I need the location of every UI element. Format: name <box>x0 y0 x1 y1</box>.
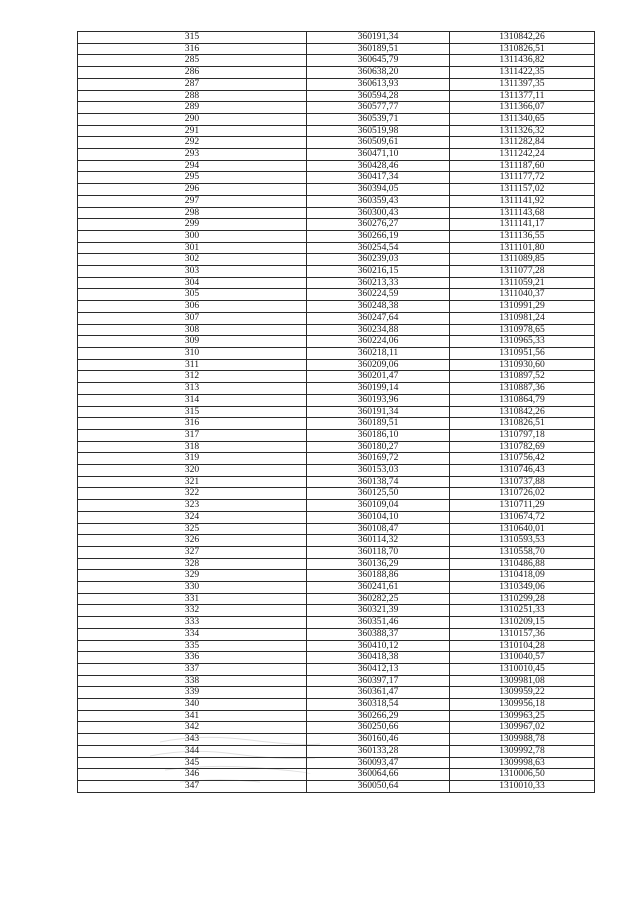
table-row <box>78 67 595 79</box>
x-coordinate-cell: 360104,10 <box>307 511 450 523</box>
y-coordinate-cell: 1309963,25 <box>450 710 595 722</box>
point-number-cell: 298 <box>78 207 307 219</box>
y-coordinate-cell: 1309998,63 <box>450 757 595 769</box>
y-coordinate-cell: 1311040,37 <box>450 289 595 301</box>
x-coordinate-cell: 360138,74 <box>307 476 450 488</box>
table-row <box>78 383 595 395</box>
x-coordinate-cell: 360539,71 <box>307 113 450 125</box>
table-row <box>78 757 595 769</box>
y-coordinate-cell: 1310826,51 <box>450 43 595 55</box>
table-row <box>78 55 595 67</box>
point-number-cell: 343 <box>78 734 307 746</box>
x-coordinate-cell: 360191,34 <box>307 406 450 418</box>
point-number-cell: 333 <box>78 617 307 629</box>
table-row <box>78 687 595 699</box>
table-row <box>78 359 595 371</box>
y-coordinate-cell: 1309959,22 <box>450 687 595 699</box>
table-row <box>78 617 595 629</box>
point-number-cell: 294 <box>78 160 307 172</box>
point-number-cell: 334 <box>78 628 307 640</box>
y-coordinate-cell: 1311187,60 <box>450 160 595 172</box>
point-number-cell: 318 <box>78 441 307 453</box>
point-number-cell: 338 <box>78 675 307 687</box>
point-number-cell: 296 <box>78 184 307 196</box>
y-coordinate-cell: 1309956,18 <box>450 699 595 711</box>
table-row <box>78 523 595 535</box>
y-coordinate-cell: 1311436,82 <box>450 55 595 67</box>
point-number-cell: 327 <box>78 546 307 558</box>
table-row <box>78 722 595 734</box>
table-row <box>78 301 595 313</box>
y-coordinate-cell: 1310737,88 <box>450 476 595 488</box>
x-coordinate-cell: 360397,17 <box>307 675 450 687</box>
y-coordinate-cell: 1310746,43 <box>450 465 595 477</box>
point-number-cell: 310 <box>78 347 307 359</box>
y-coordinate-cell: 1309981,08 <box>450 675 595 687</box>
y-coordinate-cell: 1310209,15 <box>450 617 595 629</box>
x-coordinate-cell: 360321,39 <box>307 605 450 617</box>
table-row <box>78 149 595 161</box>
y-coordinate-cell: 1310349,06 <box>450 582 595 594</box>
point-number-cell: 291 <box>78 125 307 137</box>
y-coordinate-cell: 1310040,57 <box>450 652 595 664</box>
table-row <box>78 172 595 184</box>
x-coordinate-cell: 360359,43 <box>307 195 450 207</box>
point-number-cell: 293 <box>78 149 307 161</box>
y-coordinate-cell: 1311059,21 <box>450 277 595 289</box>
x-coordinate-cell: 360276,27 <box>307 219 450 231</box>
x-coordinate-cell: 360218,11 <box>307 347 450 359</box>
table-row <box>78 78 595 90</box>
x-coordinate-cell: 360189,51 <box>307 418 450 430</box>
y-coordinate-cell: 1310006,50 <box>450 769 595 781</box>
point-number-cell: 346 <box>78 769 307 781</box>
y-coordinate-cell: 1310418,09 <box>450 570 595 582</box>
table-row <box>78 769 595 781</box>
x-coordinate-cell: 360509,61 <box>307 137 450 149</box>
point-number-cell: 306 <box>78 301 307 313</box>
point-number-cell: 339 <box>78 687 307 699</box>
table-row <box>78 734 595 746</box>
x-coordinate-cell: 360282,25 <box>307 593 450 605</box>
x-coordinate-cell: 360093,47 <box>307 757 450 769</box>
x-coordinate-cell: 360613,93 <box>307 78 450 90</box>
x-coordinate-cell: 360188,86 <box>307 570 450 582</box>
table-row <box>78 500 595 512</box>
table-row <box>78 558 595 570</box>
table-row <box>78 371 595 383</box>
y-coordinate-cell: 1311366,07 <box>450 102 595 114</box>
point-number-cell: 295 <box>78 172 307 184</box>
y-coordinate-cell: 1310640,01 <box>450 523 595 535</box>
x-coordinate-cell: 360248,38 <box>307 301 450 313</box>
point-number-cell: 322 <box>78 488 307 500</box>
point-number-cell: 337 <box>78 663 307 675</box>
point-number-cell: 325 <box>78 523 307 535</box>
x-coordinate-cell: 360577,77 <box>307 102 450 114</box>
y-coordinate-cell: 1310826,51 <box>450 418 595 430</box>
x-coordinate-cell: 360136,29 <box>307 558 450 570</box>
x-coordinate-cell: 360213,33 <box>307 277 450 289</box>
x-coordinate-cell: 360160,46 <box>307 734 450 746</box>
x-coordinate-cell: 360645,79 <box>307 55 450 67</box>
table-row <box>78 628 595 640</box>
point-number-cell: 316 <box>78 43 307 55</box>
x-coordinate-cell: 360050,64 <box>307 781 450 793</box>
point-number-cell: 290 <box>78 113 307 125</box>
y-coordinate-cell: 1311340,65 <box>450 113 595 125</box>
y-coordinate-cell: 1310842,26 <box>450 406 595 418</box>
x-coordinate-cell: 360224,06 <box>307 336 450 348</box>
y-coordinate-cell: 1310010,33 <box>450 781 595 793</box>
table-row <box>78 640 595 652</box>
y-coordinate-cell: 1311141,17 <box>450 219 595 231</box>
table-row <box>78 663 595 675</box>
point-number-cell: 328 <box>78 558 307 570</box>
y-coordinate-cell: 1310756,42 <box>450 453 595 465</box>
x-coordinate-cell: 360189,51 <box>307 43 450 55</box>
x-coordinate-cell: 360118,70 <box>307 546 450 558</box>
point-number-cell: 285 <box>78 55 307 67</box>
table-row <box>78 219 595 231</box>
x-coordinate-cell: 360114,32 <box>307 535 450 547</box>
table-row <box>78 125 595 137</box>
point-number-cell: 324 <box>78 511 307 523</box>
x-coordinate-cell: 360388,37 <box>307 628 450 640</box>
x-coordinate-cell: 360239,03 <box>307 254 450 266</box>
point-number-cell: 347 <box>78 781 307 793</box>
y-coordinate-cell: 1310010,45 <box>450 663 595 675</box>
x-coordinate-cell: 360241,61 <box>307 582 450 594</box>
point-number-cell: 287 <box>78 78 307 90</box>
table-row <box>78 745 595 757</box>
y-coordinate-cell: 1311397,35 <box>450 78 595 90</box>
point-number-cell: 304 <box>78 277 307 289</box>
table-row <box>78 781 595 793</box>
y-coordinate-cell: 1310299,28 <box>450 593 595 605</box>
table-row <box>78 476 595 488</box>
y-coordinate-cell: 1311282,84 <box>450 137 595 149</box>
table-row <box>78 113 595 125</box>
y-coordinate-cell: 1310251,33 <box>450 605 595 617</box>
y-coordinate-cell: 1310887,36 <box>450 383 595 395</box>
y-coordinate-cell: 1311089,85 <box>450 254 595 266</box>
y-coordinate-cell: 1309988,78 <box>450 734 595 746</box>
table-row <box>78 184 595 196</box>
point-number-cell: 312 <box>78 371 307 383</box>
table-row <box>78 429 595 441</box>
y-coordinate-cell: 1309992,78 <box>450 745 595 757</box>
y-coordinate-cell: 1311141,92 <box>450 195 595 207</box>
x-coordinate-cell: 360216,15 <box>307 266 450 278</box>
point-number-cell: 316 <box>78 418 307 430</box>
y-coordinate-cell: 1311136,55 <box>450 230 595 242</box>
table-row <box>78 90 595 102</box>
x-coordinate-cell: 360300,43 <box>307 207 450 219</box>
table-row <box>78 254 595 266</box>
y-coordinate-cell: 1310726,02 <box>450 488 595 500</box>
x-coordinate-cell: 360594,28 <box>307 90 450 102</box>
y-coordinate-cell: 1310711,29 <box>450 500 595 512</box>
point-number-cell: 313 <box>78 383 307 395</box>
table-row <box>78 605 595 617</box>
x-coordinate-cell: 360108,47 <box>307 523 450 535</box>
table-row <box>78 418 595 430</box>
x-coordinate-cell: 360638,20 <box>307 67 450 79</box>
table-row <box>78 453 595 465</box>
x-coordinate-cell: 360410,12 <box>307 640 450 652</box>
table-row <box>78 710 595 722</box>
point-number-cell: 336 <box>78 652 307 664</box>
y-coordinate-cell: 1311143,68 <box>450 207 595 219</box>
table-row <box>78 324 595 336</box>
point-number-cell: 317 <box>78 429 307 441</box>
point-number-cell: 288 <box>78 90 307 102</box>
y-coordinate-cell: 1310842,26 <box>450 32 595 44</box>
point-number-cell: 331 <box>78 593 307 605</box>
y-coordinate-cell: 1310593,53 <box>450 535 595 547</box>
point-number-cell: 315 <box>78 406 307 418</box>
x-coordinate-cell: 360266,29 <box>307 710 450 722</box>
y-coordinate-cell: 1311326,32 <box>450 125 595 137</box>
table-row <box>78 160 595 172</box>
table-row <box>78 441 595 453</box>
point-number-cell: 297 <box>78 195 307 207</box>
point-number-cell: 286 <box>78 67 307 79</box>
y-coordinate-cell: 1310486,88 <box>450 558 595 570</box>
table-row <box>78 230 595 242</box>
point-number-cell: 340 <box>78 699 307 711</box>
x-coordinate-cell: 360418,38 <box>307 652 450 664</box>
point-number-cell: 323 <box>78 500 307 512</box>
point-number-cell: 299 <box>78 219 307 231</box>
x-coordinate-cell: 360234,88 <box>307 324 450 336</box>
y-coordinate-cell: 1311157,02 <box>450 184 595 196</box>
x-coordinate-cell: 360193,96 <box>307 394 450 406</box>
table-row <box>78 582 595 594</box>
x-coordinate-cell: 360133,28 <box>307 745 450 757</box>
point-number-cell: 326 <box>78 535 307 547</box>
x-coordinate-cell: 360519,98 <box>307 125 450 137</box>
y-coordinate-cell: 1311101,80 <box>450 242 595 254</box>
table-row <box>78 43 595 55</box>
y-coordinate-cell: 1310991,29 <box>450 301 595 313</box>
point-number-cell: 311 <box>78 359 307 371</box>
point-number-cell: 308 <box>78 324 307 336</box>
x-coordinate-cell: 360199,14 <box>307 383 450 395</box>
x-coordinate-cell: 360209,06 <box>307 359 450 371</box>
x-coordinate-cell: 360125,50 <box>307 488 450 500</box>
y-coordinate-cell: 1310897,52 <box>450 371 595 383</box>
y-coordinate-cell: 1310951,56 <box>450 347 595 359</box>
x-coordinate-cell: 360361,47 <box>307 687 450 699</box>
x-coordinate-cell: 360191,34 <box>307 32 450 44</box>
y-coordinate-cell: 1311377,11 <box>450 90 595 102</box>
point-number-cell: 315 <box>78 32 307 44</box>
point-number-cell: 329 <box>78 570 307 582</box>
table-row <box>78 195 595 207</box>
point-number-cell: 301 <box>78 242 307 254</box>
table-row <box>78 699 595 711</box>
point-number-cell: 320 <box>78 465 307 477</box>
x-coordinate-cell: 360412,13 <box>307 663 450 675</box>
table-row <box>78 266 595 278</box>
point-number-cell: 309 <box>78 336 307 348</box>
table-row <box>78 465 595 477</box>
x-coordinate-cell: 360180,27 <box>307 441 450 453</box>
table-row <box>78 652 595 664</box>
point-number-cell: 321 <box>78 476 307 488</box>
y-coordinate-cell: 1311177,72 <box>450 172 595 184</box>
table-row <box>78 207 595 219</box>
y-coordinate-cell: 1310965,33 <box>450 336 595 348</box>
x-coordinate-cell: 360266,19 <box>307 230 450 242</box>
point-number-cell: 332 <box>78 605 307 617</box>
x-coordinate-cell: 360417,34 <box>307 172 450 184</box>
table-row <box>78 347 595 359</box>
point-number-cell: 292 <box>78 137 307 149</box>
y-coordinate-cell: 1310978,65 <box>450 324 595 336</box>
table-row <box>78 137 595 149</box>
y-coordinate-cell: 1310981,24 <box>450 312 595 324</box>
point-number-cell: 319 <box>78 453 307 465</box>
y-coordinate-cell: 1309967,02 <box>450 722 595 734</box>
table-row <box>78 488 595 500</box>
x-coordinate-cell: 360169,72 <box>307 453 450 465</box>
y-coordinate-cell: 1310104,28 <box>450 640 595 652</box>
table-row <box>78 675 595 687</box>
x-coordinate-cell: 360064,66 <box>307 769 450 781</box>
point-number-cell: 303 <box>78 266 307 278</box>
table-row <box>78 312 595 324</box>
x-coordinate-cell: 360250,66 <box>307 722 450 734</box>
table-row <box>78 570 595 582</box>
x-coordinate-cell: 360351,46 <box>307 617 450 629</box>
point-number-cell: 289 <box>78 102 307 114</box>
point-number-cell: 300 <box>78 230 307 242</box>
x-coordinate-cell: 360394,05 <box>307 184 450 196</box>
y-coordinate-cell: 1310558,70 <box>450 546 595 558</box>
y-coordinate-cell: 1311077,28 <box>450 266 595 278</box>
point-number-cell: 307 <box>78 312 307 324</box>
x-coordinate-cell: 360318,54 <box>307 699 450 711</box>
x-coordinate-cell: 360428,46 <box>307 160 450 172</box>
point-number-cell: 314 <box>78 394 307 406</box>
table-row <box>78 277 595 289</box>
x-coordinate-cell: 360471,10 <box>307 149 450 161</box>
y-coordinate-cell: 1310930,60 <box>450 359 595 371</box>
point-number-cell: 344 <box>78 745 307 757</box>
y-coordinate-cell: 1310674,72 <box>450 511 595 523</box>
y-coordinate-cell: 1310864,79 <box>450 394 595 406</box>
x-coordinate-cell: 360153,03 <box>307 465 450 477</box>
point-number-cell: 342 <box>78 722 307 734</box>
table-row <box>78 102 595 114</box>
table-row <box>78 394 595 406</box>
table-row <box>78 511 595 523</box>
point-number-cell: 302 <box>78 254 307 266</box>
y-coordinate-cell: 1310157,36 <box>450 628 595 640</box>
x-coordinate-cell: 360247,64 <box>307 312 450 324</box>
y-coordinate-cell: 1310797,18 <box>450 429 595 441</box>
y-coordinate-cell: 1311242,24 <box>450 149 595 161</box>
table-row <box>78 32 595 44</box>
point-number-cell: 345 <box>78 757 307 769</box>
point-number-cell: 330 <box>78 582 307 594</box>
x-coordinate-cell: 360109,04 <box>307 500 450 512</box>
table-row <box>78 336 595 348</box>
table-row <box>78 406 595 418</box>
x-coordinate-cell: 360254,54 <box>307 242 450 254</box>
x-coordinate-cell: 360186,10 <box>307 429 450 441</box>
point-number-cell: 341 <box>78 710 307 722</box>
table-row <box>78 593 595 605</box>
coordinates-table <box>77 31 595 793</box>
x-coordinate-cell: 360201,47 <box>307 371 450 383</box>
coordinates-table-body <box>78 32 595 793</box>
table-row <box>78 242 595 254</box>
y-coordinate-cell: 1310782,69 <box>450 441 595 453</box>
table-row <box>78 535 595 547</box>
point-number-cell: 335 <box>78 640 307 652</box>
table-row <box>78 546 595 558</box>
table-row <box>78 289 595 301</box>
point-number-cell: 305 <box>78 289 307 301</box>
y-coordinate-cell: 1311422,35 <box>450 67 595 79</box>
x-coordinate-cell: 360224,59 <box>307 289 450 301</box>
